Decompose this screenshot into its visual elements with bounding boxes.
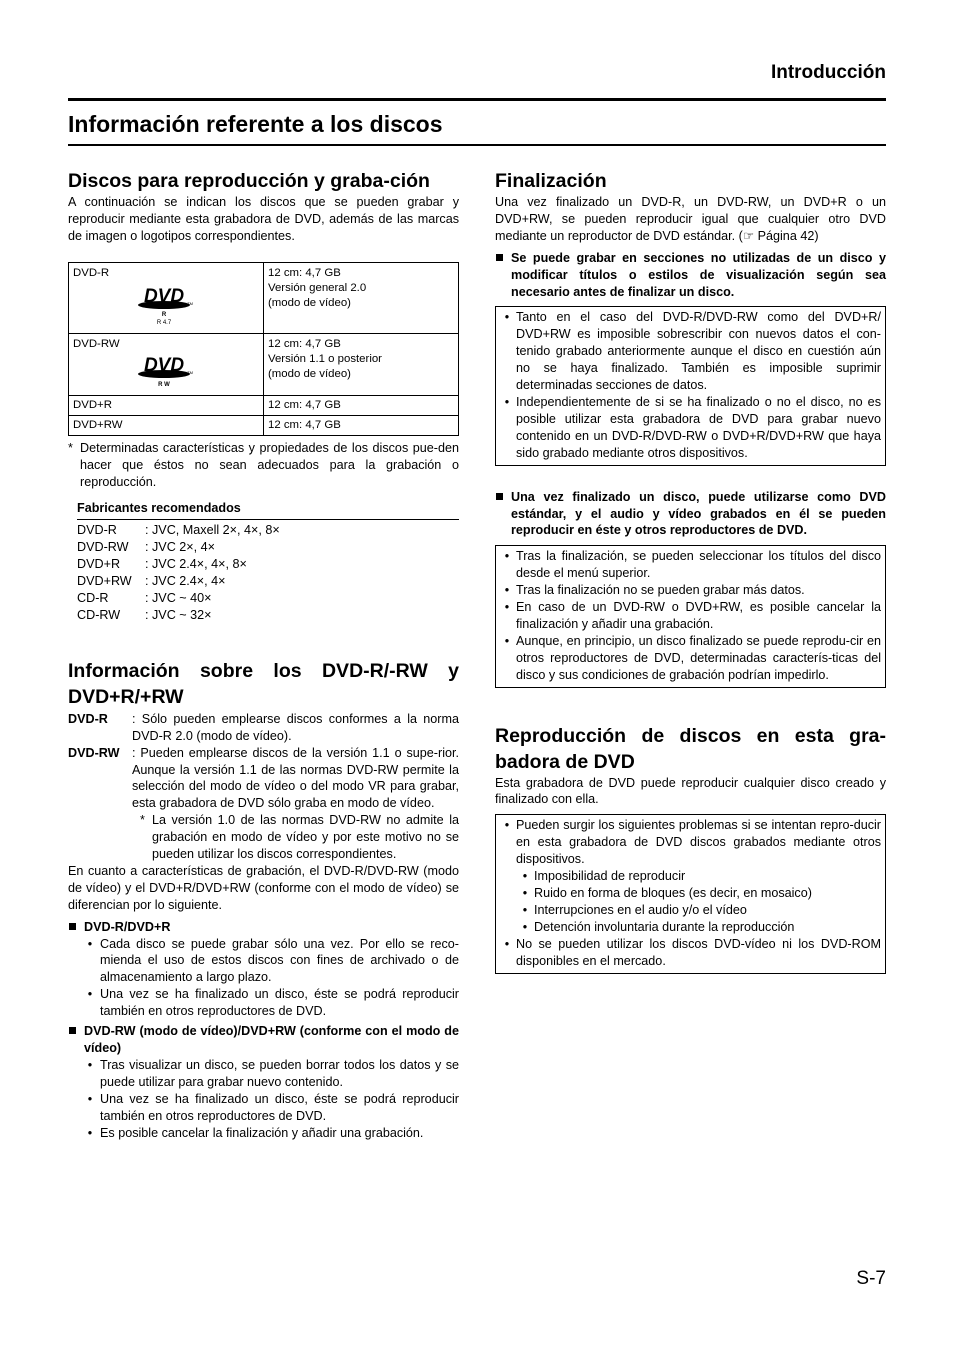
dvd-logo-icon <box>136 354 196 390</box>
definition-body <box>132 745 459 863</box>
svg-text:R: R <box>161 311 167 318</box>
disc-name: DVD-R <box>73 266 110 279</box>
list-text: Detención involuntaria durante la reproducción <box>534 919 795 934</box>
bullet-icon: • <box>504 394 510 409</box>
table-row <box>69 415 459 435</box>
group-heading <box>68 919 459 936</box>
info-heading: Información sobre los DVD-R/-RW y DVD+R/+RW <box>68 659 459 708</box>
finalization-point <box>495 250 886 301</box>
list-text: Tras la finalización no se pueden grabar más datos. <box>516 583 805 598</box>
list-text: Tanto en el caso del DVD-R/DVD-RW como del DVD+R/ DVD+RW es imposible sobrescribir con nuevos datos el con-tenido grabado anteriormente aunque el disco en cuestión aún no se haya finalizado. También es imposible suprimir determinadas secciones de datos. <box>516 310 881 393</box>
maker-value: : JVC 2.4×, 4×, 8× <box>145 557 247 572</box>
list-item <box>80 986 459 1020</box>
dvd-r-logo <box>73 283 259 327</box>
list-item <box>516 919 881 936</box>
bullet-icon: • <box>504 310 510 325</box>
spec-line: 12 cm: 4,7 GB <box>264 415 459 435</box>
disc-cell <box>69 262 264 333</box>
top-rule <box>68 98 886 101</box>
definition-text: : Sólo pueden emplearse discos conformes a la norma DVD-R 2.0 (modo de vídeo). <box>132 711 459 743</box>
section-header: Introducción <box>770 62 886 83</box>
list-item <box>498 599 881 633</box>
note-list <box>498 936 881 970</box>
spec-cell <box>264 333 459 395</box>
list-item <box>516 868 881 885</box>
maker-value: : JVC, Maxell 2×, 4×, 8× <box>145 523 280 538</box>
note-box <box>495 545 886 687</box>
list-item <box>498 394 881 462</box>
bullet-icon: • <box>522 919 528 934</box>
square-bullet-icon <box>68 919 84 936</box>
group2-list <box>80 1057 459 1142</box>
title-rule <box>68 144 886 146</box>
list-item <box>498 633 881 684</box>
definition-term: DVD-RW <box>68 745 120 760</box>
table-footnote <box>68 440 459 491</box>
svg-text:DVD: DVD <box>143 354 185 376</box>
bullet-icon: • <box>504 600 510 615</box>
definition-list <box>68 711 459 863</box>
list-item <box>77 573 459 590</box>
list-item <box>77 539 459 556</box>
group-title: DVD-RW (modo de vídeo)/DVD+RW (conforme con el modo de vídeo) <box>84 1024 459 1055</box>
bullet-icon: • <box>522 869 528 884</box>
finalization-intro: Una vez finalizado un DVD-R, un DVD-RW, un DVD+R o un DVD+RW, se pueden reproducir igual que cualquier otro DVD mediante un reproductor de DVD estándar. (☞ Página 42) <box>495 195 886 243</box>
maker-disc: DVD-R <box>77 523 117 538</box>
list-item <box>498 936 881 970</box>
spec-line: (modo de vídeo) <box>268 367 351 380</box>
maker-value: : JVC 2×, 4× <box>145 540 216 555</box>
list-text: Imposibilidad de reproducir <box>534 869 686 884</box>
page-title: Información referente a los discos <box>68 111 443 137</box>
list-text: Aunque, en principio, un disco finalizado se puede reprodu-cir en otros reproductores de DVD, determinadas caracterís-ticas del disco y sus condiciones de grabación podrían impedirlo. <box>516 633 881 682</box>
square-bullet-icon <box>68 1023 84 1057</box>
maker-value: : JVC 2.4×, 4× <box>145 574 226 589</box>
table-row <box>69 333 459 395</box>
spec-line: (modo de vídeo) <box>268 296 351 309</box>
list-item <box>77 556 459 573</box>
disc-name: DVD-RW <box>73 337 120 350</box>
finalization-point <box>495 489 886 540</box>
list-text: Es posible cancelar la finalización y añadir una grabación. <box>100 1125 424 1140</box>
makers-list <box>77 522 459 623</box>
group1-list <box>80 936 459 1021</box>
bullet-icon: • <box>522 886 528 900</box>
list-text: Tras visualizar un disco, se pueden borrar todos los datos y se puede utilizar para grabar nuevo contenido. <box>100 1057 459 1089</box>
makers-title: Fabricantes recomendados <box>77 500 459 520</box>
list-text: Interrupciones en el audio y/o el vídeo <box>534 902 747 917</box>
svg-text:R W: R W <box>158 381 170 388</box>
discs-heading: Discos para reproducción y graba-ción <box>68 170 430 192</box>
svg-text:R 4.7: R 4.7 <box>156 319 172 326</box>
bullet-icon: • <box>504 583 510 598</box>
note-list <box>498 548 881 683</box>
note-box <box>495 814 886 973</box>
group-title: DVD-R/DVD+R <box>84 919 171 934</box>
dvd-logo-icon <box>136 283 196 327</box>
bullet-icon: • <box>87 987 93 1002</box>
dvd-rw-logo <box>73 354 259 390</box>
spec-line: 12 cm: 4,7 GB <box>268 337 341 350</box>
definition-text: : Pueden emplearse discos de la versión 1.1 o supe-rior. Aunque la versión 1.1 de las normas DVD-RW permite la selección del modo de vídeo o del modo VR para grabar, esta grabadora de DVD sólo graba en modo de vídeo. <box>132 745 459 811</box>
svg-text:TM: TM <box>187 369 193 375</box>
square-bullet-icon <box>495 489 511 540</box>
spec-line: Versión 1.1 o posterior <box>268 352 382 365</box>
group-heading <box>68 1023 459 1057</box>
list-item <box>77 607 459 624</box>
left-column <box>68 168 459 1141</box>
list-item <box>498 817 881 868</box>
bullet-icon: • <box>87 1057 93 1072</box>
bullet-icon: • <box>504 818 510 833</box>
list-item <box>77 522 459 539</box>
list-text: Independientemente de si se ha finalizado o no el disco, no es posible utilizar esta grabadora de DVD para grabar nuevo contenido en un DVD-R/DVD-RW o DVD+R/DVD+RW que haya sido grabado mediante otros dispositivos. <box>516 394 881 460</box>
square-bullet-icon <box>495 250 511 301</box>
maker-value: : JVC ~ 32× <box>145 607 212 622</box>
bullet-icon: • <box>504 549 510 564</box>
table-row <box>69 395 459 415</box>
playback-intro: Esta grabadora de DVD puede reproducir cualquier disco creado y finalizado con ella. <box>495 775 886 807</box>
list-text: Ruido en forma de bloques (es decir, en mosaico) <box>534 886 812 900</box>
list-text: En caso de un DVD-RW o DVD+RW, es posible cancelar la finalización y añadir una grabación. <box>516 600 881 631</box>
spec-line: 12 cm: 4,7 GB <box>268 266 341 279</box>
bullet-icon: • <box>504 936 510 951</box>
definition-row <box>68 745 459 863</box>
sub-list <box>516 868 881 936</box>
list-item <box>80 1057 459 1091</box>
table-row <box>69 262 459 333</box>
disc-table <box>68 262 459 436</box>
spec-line: Versión general 2.0 <box>268 281 367 294</box>
spec-cell <box>264 262 459 333</box>
playback-heading: Reproducción de discos en esta gra-badora de DVD <box>495 724 886 773</box>
list-item <box>80 936 459 987</box>
list-text: No se pueden utilizar los discos DVD-vídeo ni los DVD-ROM disponibles en el mercado. <box>516 936 881 968</box>
note-mark: * <box>140 813 145 828</box>
note-box <box>495 306 886 465</box>
definition-term: DVD-R <box>68 711 108 726</box>
maker-disc: DVD+RW <box>77 574 132 589</box>
list-item <box>516 885 881 902</box>
note-list <box>498 817 881 868</box>
maker-value: : JVC ~ 40× <box>145 590 212 605</box>
maker-disc: CD-R <box>77 590 109 605</box>
maker-disc: DVD-RW <box>77 540 129 555</box>
list-item <box>498 582 881 599</box>
footnote-text: Determinadas características y propiedades de los discos pue-den hacer que éstos no sean adecuados para la grabación o reproducción. <box>80 440 459 489</box>
page-number: S-7 <box>856 1268 886 1289</box>
bullet-icon: • <box>87 1091 93 1106</box>
disc-name: DVD+R <box>69 395 264 415</box>
disc-cell <box>69 333 264 395</box>
definition-row <box>68 711 459 745</box>
disc-name: DVD+RW <box>69 415 264 435</box>
bullet-icon: • <box>87 1125 93 1140</box>
point-text: Una vez finalizado un disco, puede utilizarse como DVD estándar, y el audio y vídeo grabados en él se pueden reproducir en éste y otros reproductores de DVD. <box>511 489 886 538</box>
bullet-icon: • <box>522 902 528 917</box>
list-text: Tras la finalización, se pueden seleccionar los títulos del disco desde el menú superior. <box>516 549 881 581</box>
list-item <box>80 1091 459 1125</box>
svg-text:DVD: DVD <box>143 285 185 307</box>
footnote-mark: * <box>68 440 73 455</box>
definition-note <box>140 812 459 863</box>
spec-line: 12 cm: 4,7 GB <box>264 395 459 415</box>
list-text: Pueden surgir los siguientes problemas si se intentan repro-ducir en esta grabadora de DVD discos grabados mediante otros dispositivos. <box>516 818 881 867</box>
discs-intro: A continuación se indican los discos que se pueden grabar y reproducir mediante esta grabadora de DVD, además de las marcas de imagen o logotipos correspondientes. <box>68 195 459 243</box>
list-item <box>77 590 459 607</box>
finalization-heading: Finalización <box>495 170 607 192</box>
maker-disc: CD-RW <box>77 607 121 622</box>
list-item <box>516 902 881 919</box>
list-text: Cada disco se puede grabar sólo una vez. Por ello se reco-mienda el uso de estos discos con fines de archivado o de almacenamiento a largo plazo. <box>100 936 459 985</box>
bullet-icon: • <box>504 633 510 648</box>
list-text: Una vez se ha finalizado un disco, éste se podrá reproducir también en otros reproductores de DVD. <box>100 1091 459 1123</box>
svg-text:TM: TM <box>187 300 193 306</box>
list-item <box>80 1125 459 1142</box>
info-paragraph: En cuanto a características de grabación, el DVD-R/DVD-RW (modo de vídeo) y el DVD+R/DVD+RW (conforme con el modo de vídeo) se diferencian por lo siguiente. <box>68 863 459 912</box>
note-text: La versión 1.0 de las normas DVD-RW no admite la grabación en modo de vídeo y por este motivo no se pueden utilizar los discos correspondientes. <box>152 813 459 862</box>
note-list <box>498 309 881 461</box>
list-text: Una vez se ha finalizado un disco, éste se podrá reproducir también en otros reproductores de DVD. <box>100 987 459 1019</box>
bullet-icon: • <box>87 936 93 951</box>
point-text: Se puede grabar en secciones no utilizadas de un disco y modificar títulos o estilos de visualización según sea necesario antes de finalizar un disco. <box>511 250 886 299</box>
list-item <box>498 548 881 582</box>
maker-disc: DVD+R <box>77 557 121 572</box>
list-item <box>498 309 881 394</box>
right-column <box>495 168 886 974</box>
